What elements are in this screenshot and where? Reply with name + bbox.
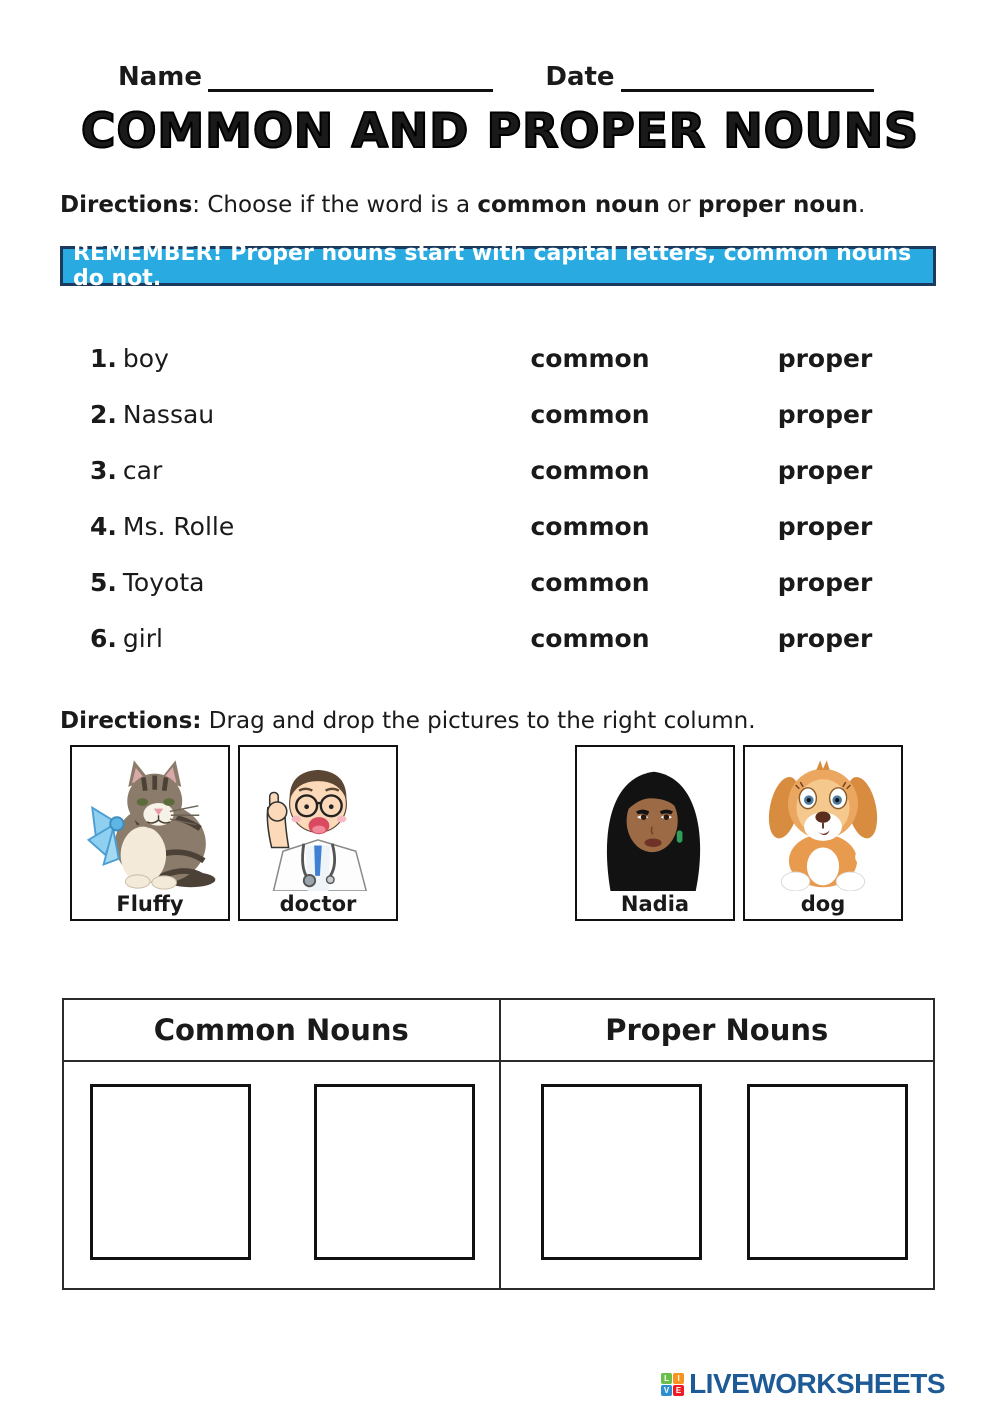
proper-nouns-column bbox=[499, 1000, 934, 1288]
question-word: Ms. Rolle bbox=[122, 511, 235, 541]
directions2-label: Directions: bbox=[60, 708, 202, 734]
question-word-cell bbox=[60, 344, 470, 373]
question-number: 5. bbox=[90, 567, 117, 597]
card-doctor[interactable] bbox=[238, 745, 398, 921]
question-word: car bbox=[122, 455, 163, 485]
directions-common-noun: common noun bbox=[477, 192, 660, 218]
date-label: Date bbox=[545, 62, 615, 92]
card-label-dog: dog bbox=[800, 892, 846, 916]
question-word-cell bbox=[60, 400, 470, 429]
question-number: 6. bbox=[90, 623, 117, 653]
liveworksheets-logo-icon bbox=[661, 1373, 684, 1396]
question-word-cell bbox=[60, 624, 470, 653]
option-common-3[interactable]: common bbox=[530, 455, 650, 485]
quiz-list bbox=[60, 330, 940, 666]
question-number: 1. bbox=[90, 343, 117, 373]
picture-cards-row bbox=[0, 745, 1000, 921]
question-number: 3. bbox=[90, 455, 117, 485]
doctor-pointing-up-illustration bbox=[243, 749, 393, 891]
card-label-fluffy: Fluffy bbox=[116, 892, 184, 916]
logo-square-v: V bbox=[661, 1385, 672, 1396]
common-nouns-column bbox=[64, 1000, 499, 1288]
directions-text-middle: or bbox=[659, 192, 699, 218]
option-common-4[interactable]: common bbox=[530, 511, 650, 541]
question-word: girl bbox=[122, 623, 163, 653]
option-proper-1[interactable]: proper bbox=[777, 343, 873, 373]
common-nouns-header: Common Nouns bbox=[64, 1000, 499, 1062]
directions2-text: Drag and drop the pictures to the right column. bbox=[201, 708, 756, 734]
common-drop-zone-1[interactable] bbox=[90, 1084, 251, 1260]
name-input-line[interactable] bbox=[208, 64, 493, 92]
directions-drag-drop bbox=[60, 708, 960, 734]
directions-text-before: Choose if the word is a bbox=[207, 192, 478, 218]
quiz-row-2 bbox=[60, 386, 940, 442]
logo-square-e: E bbox=[673, 1385, 684, 1396]
quiz-row-6 bbox=[60, 610, 940, 666]
question-word-cell bbox=[60, 568, 470, 597]
puppy-illustration bbox=[748, 749, 898, 891]
card-label-doctor: doctor bbox=[279, 892, 357, 916]
option-common-5[interactable]: common bbox=[530, 567, 650, 597]
question-word: Nassau bbox=[122, 399, 215, 429]
noun-sorting-table bbox=[62, 998, 935, 1290]
option-proper-4[interactable]: proper bbox=[777, 511, 873, 541]
question-word-cell bbox=[60, 456, 470, 485]
cat-with-blue-bow-illustration bbox=[75, 749, 225, 891]
directions-label: Directions bbox=[60, 192, 193, 218]
option-proper-3[interactable]: proper bbox=[777, 455, 873, 485]
brand-name: LIVEWORKSHEETS bbox=[689, 1368, 945, 1399]
directions-choose bbox=[60, 192, 950, 218]
question-word: boy bbox=[122, 343, 169, 373]
card-label-nadia: Nadia bbox=[620, 892, 690, 916]
card-dog[interactable] bbox=[743, 745, 903, 921]
liveworksheets-footer[interactable] bbox=[661, 1368, 945, 1400]
question-number: 2. bbox=[90, 399, 117, 429]
woman-portrait-illustration bbox=[580, 749, 730, 891]
option-common-1[interactable]: common bbox=[530, 343, 650, 373]
option-common-6[interactable]: common bbox=[530, 623, 650, 653]
option-proper-6[interactable]: proper bbox=[777, 623, 873, 653]
card-nadia[interactable] bbox=[575, 745, 735, 921]
page-title: COMMON AND PROPER NOUNS bbox=[80, 104, 920, 159]
option-proper-5[interactable]: proper bbox=[777, 567, 873, 597]
proper-drop-zone-1[interactable] bbox=[541, 1084, 702, 1260]
proper-drop-zone-2[interactable] bbox=[747, 1084, 908, 1260]
question-word: Toyota bbox=[122, 567, 205, 597]
quiz-row-4 bbox=[60, 498, 940, 554]
logo-square-i: I bbox=[673, 1373, 684, 1384]
name-label: Name bbox=[118, 62, 203, 92]
option-proper-2[interactable]: proper bbox=[777, 399, 873, 429]
logo-square-l: L bbox=[661, 1373, 672, 1384]
quiz-row-3 bbox=[60, 442, 940, 498]
directions-separator: : bbox=[192, 192, 208, 218]
directions-text-after: . bbox=[857, 192, 866, 218]
directions-proper-noun: proper noun bbox=[698, 192, 858, 218]
quiz-row-1 bbox=[60, 330, 940, 386]
option-common-2[interactable]: common bbox=[530, 399, 650, 429]
date-input-line[interactable] bbox=[621, 64, 874, 92]
card-fluffy[interactable] bbox=[70, 745, 230, 921]
question-word-cell bbox=[60, 512, 470, 541]
proper-nouns-header: Proper Nouns bbox=[501, 1000, 934, 1062]
reminder-banner bbox=[60, 241, 936, 291]
reminder-text: REMEMBER! Proper nouns start with capital letters, common nouns do not. bbox=[73, 241, 912, 291]
common-drop-zone-2[interactable] bbox=[314, 1084, 475, 1260]
question-number: 4. bbox=[90, 511, 117, 541]
quiz-row-5 bbox=[60, 554, 940, 610]
name-date-row bbox=[118, 62, 880, 92]
